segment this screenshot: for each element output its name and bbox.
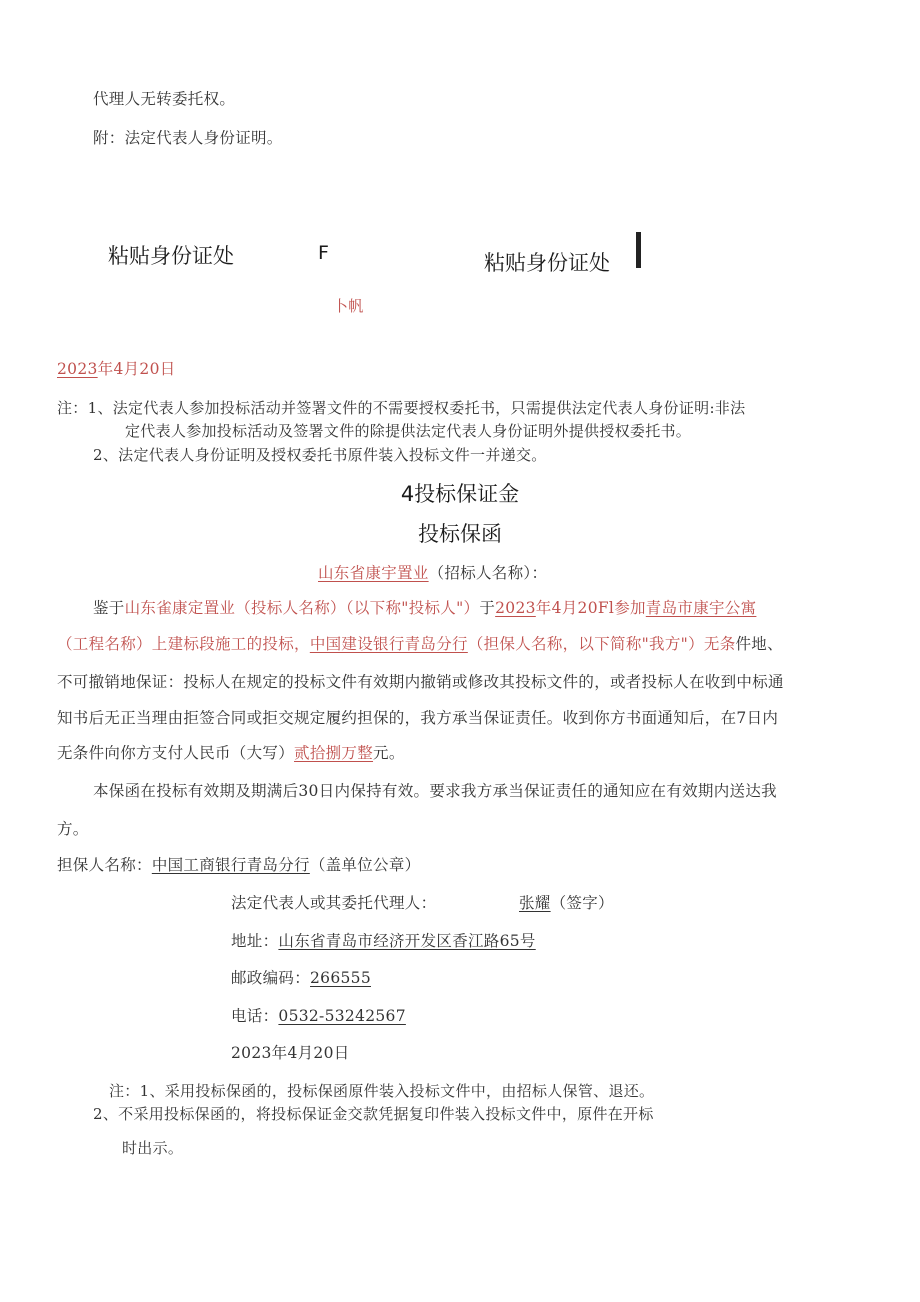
address-label: 地址： — [231, 932, 279, 950]
section-subtitle: 投标保函 — [418, 522, 502, 546]
date-year: 2023 — [57, 360, 98, 378]
representative-label: 法定代表人或其委托代理人： — [231, 894, 437, 912]
text-segment: 件地、 — [735, 635, 783, 653]
authorization-date — [57, 359, 176, 379]
seal-note: （盖单位公章） — [309, 856, 421, 874]
closing-note-2: 2、不采用投标保函的，将投标保证金交款凭据复印件装入投标文件中，原件在开标 — [93, 1105, 654, 1123]
text-segment: 鉴于 — [93, 599, 125, 617]
sign-note: （签字） — [550, 894, 614, 912]
guarantee-line-1 — [93, 598, 756, 618]
guarantor-suffix: （担保人名称，以下简称"我方"）无条 — [467, 635, 736, 653]
zip-value: 266555 — [310, 969, 371, 987]
phone-line — [231, 1006, 406, 1026]
zip-label: 邮政编码： — [231, 969, 311, 987]
text-segment: 于 — [479, 599, 496, 617]
note-1-cont: 定代表人参加投标活动及签署文件的除提供法定代表人身份证明外提供授权委托书。 — [125, 422, 692, 440]
guarantor-label: 担保人名称： — [57, 856, 152, 874]
recipient-suffix: （招标人名称）： — [428, 564, 548, 582]
mark-f: F — [318, 242, 329, 264]
address-value: 山东省青岛市经济开发区香江路65号 — [278, 932, 536, 950]
project-name: 青岛市康宇公寓 — [645, 599, 757, 617]
zip-line — [231, 968, 371, 988]
id-paste-area-left: 粘贴身份证处 — [108, 244, 234, 268]
signature-name: 卜帆 — [333, 297, 364, 315]
closing-note-2-cont: 时出示。 — [122, 1139, 184, 1157]
address-line — [231, 931, 536, 951]
id-paste-area-right: 粘贴身份证处 — [484, 251, 610, 275]
phone-label: 电话： — [231, 1007, 279, 1025]
guarantor-name: 中国工商银行青岛分行 — [151, 856, 310, 874]
guarantee-line-3: 不可撤销地保证：投标人在规定的投标文件有效期内撤销或修改其投标文件的，或者投标人在收到中标通 — [57, 673, 784, 691]
section-title: 4投标保证金 — [400, 482, 520, 506]
guarantee-line-4: 知书后无正当理由拒签合同或拒交规定履约担保的，我方承当保证责任。收到你方书面通知后，在7日内 — [57, 709, 779, 727]
bid-date-rest: 年4月20Fl参加 — [535, 599, 646, 617]
closing-note-1: 注：1、采用投标保函的，投标保函原件装入投标文件中，由招标人保管、退还。 — [109, 1082, 655, 1100]
guarantee-line-5 — [57, 743, 405, 763]
validity-line-2: 方。 — [57, 820, 89, 838]
text-segment: 元。 — [373, 744, 405, 762]
guarantor-bank: 中国建设银行青岛分行 — [309, 635, 468, 653]
amount-in-words: 贰拾捌万整 — [294, 744, 374, 762]
note-2: 2、法定代表人身份证明及授权委托书原件装入投标文件一并递交。 — [93, 446, 547, 464]
guarantee-date: 2023年4月20日 — [231, 1044, 350, 1062]
vertical-bar-mark — [636, 232, 641, 268]
guarantee-line-2 — [57, 634, 783, 654]
text-segment: 无条件向你方支付人民币（大写） — [57, 744, 295, 762]
representative-name: 张耀 — [519, 894, 551, 912]
guarantor-line — [57, 855, 420, 875]
representative-line — [519, 893, 614, 913]
bidder-name: 山东雀康定置业（投标人名称）（以下称"投标人"） — [124, 599, 480, 617]
bid-year: 2023 — [495, 599, 536, 617]
date-rest: 年4月20日 — [97, 360, 176, 378]
no-transfer-line: 代理人无转委托权。 — [93, 90, 236, 108]
note-1: 注：1、法定代表人参加投标活动并签署文件的不需要授权委托书，只需提供法定代表人身份证明:非法 — [57, 399, 746, 417]
phone-value: 0532-53242567 — [278, 1007, 406, 1025]
recipient-line — [318, 563, 547, 583]
attachment-line: 附：法定代表人身份证明。 — [93, 129, 283, 147]
project-suffix: （工程名称）上建标段施工的投标， — [57, 635, 310, 653]
recipient-name: 山东省康宇置业 — [318, 564, 429, 582]
validity-line-1: 本保函在投标有效期及期满后30日内保持有效。要求我方承当保证责任的通知应在有效期内送达我 — [93, 782, 777, 800]
